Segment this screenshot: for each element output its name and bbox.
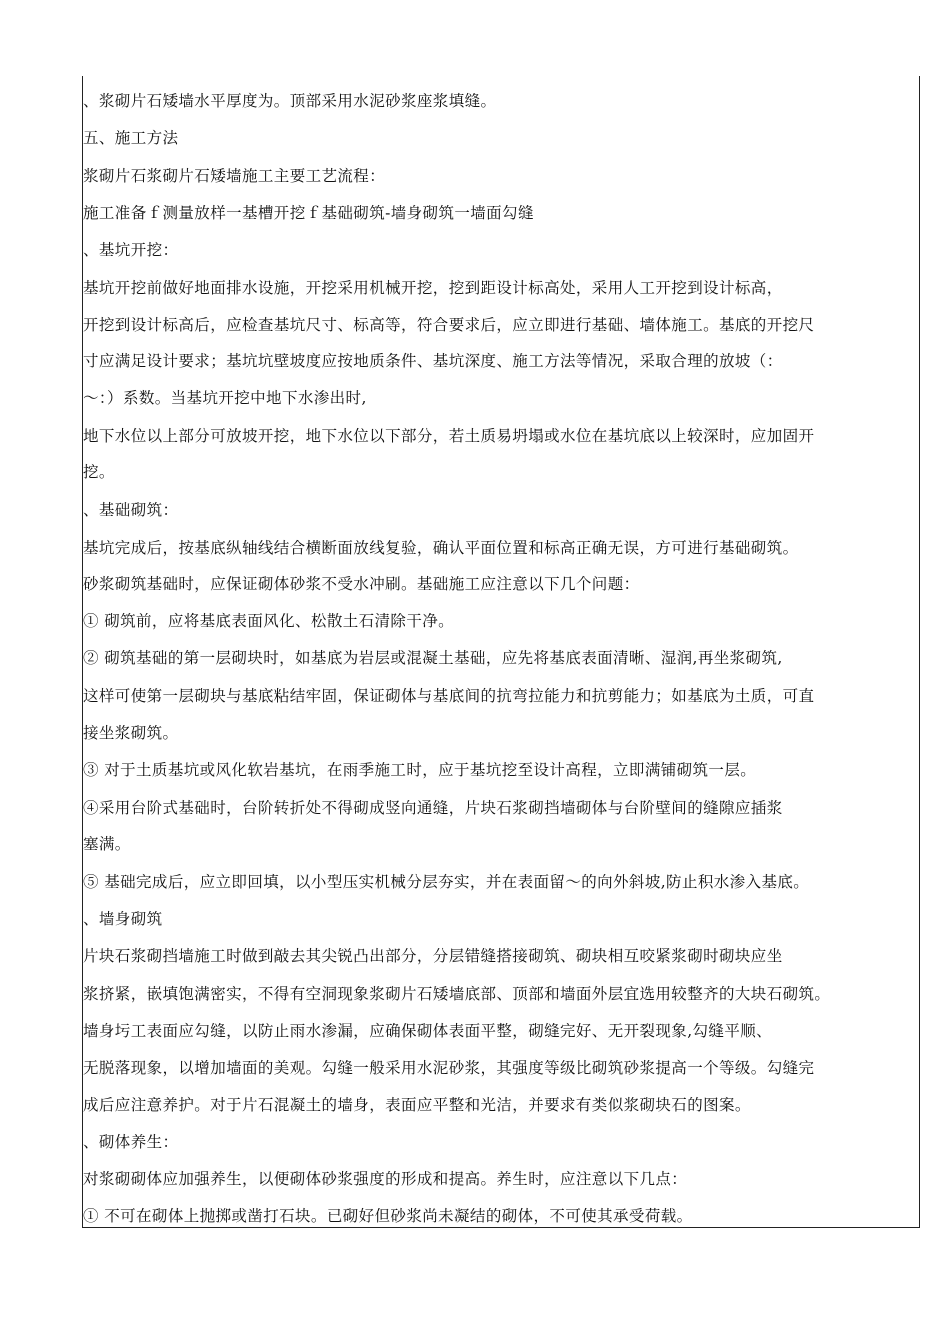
text-line: 对浆砌砌体应加强养生，以便砌体砂浆强度的形成和提高。养生时，应注意以下几点：: [83, 1170, 688, 1188]
subsection-heading: 、基坑开挖：: [83, 241, 179, 259]
text-line: 基坑完成后，按基底纵轴线结合横断面放线复验，确认平面位置和标高正确无误，方可进行基础砌筑。: [83, 539, 799, 557]
text-line: 地下水位以上部分可放坡开挖，地下水位以下部分，若土质易坍塌或水位在基坑底以上较深时，应加固开: [83, 427, 815, 445]
text-line: 基坑开挖前做好地面排水设施，开挖采用机械开挖，挖到距设计标高处，采用人工开挖到设计标高，: [83, 279, 783, 297]
text-line: 挖。: [83, 463, 115, 481]
text-line: 无脱落现象，以增加墙面的美观。勾缝一般采用水泥砂浆，其强度等级比砌筑砂浆提高一个等级。勾缝完: [83, 1059, 815, 1077]
text-line: ～：）系数。当基坑开挖中地下水渗出时,: [83, 389, 367, 407]
list-item: ③ 对于土质基坑或风化软岩基坑，在雨季施工时，应于基坑挖至设计高程，立即满铺砌筑一层。: [83, 761, 757, 779]
text-line: 开挖到设计标高后，应检查基坑尺寸、标高等，符合要求后，应立即进行基础、墙体施工。基底的开挖尺: [83, 316, 815, 334]
list-item: ② 砌筑基础的第一层砌块时，如基底为岩层或混凝土基础，应先将基底表面清晰、湿润,再坐浆砌筑,: [83, 649, 783, 667]
text-line: 浆挤紧，嵌填饱满密实，不得有空洞现象浆砌片石矮墙底部、顶部和墙面外层宜选用较整齐的大块石砌筑。: [83, 985, 831, 1003]
text-line: 砂浆砌筑基础时，应保证砌体砂浆不受水冲刷。基础施工应注意以下几个问题：: [83, 575, 640, 593]
text-line: 成后应注意养护。对于片石混凝土的墙身，表面应平整和光洁，并要求有类似浆砌块石的图案。: [83, 1096, 751, 1114]
text-line: 、浆砌片石矮墙水平厚度为。顶部采用水泥砂浆座浆填缝。: [83, 92, 497, 110]
document-table-frame: [82, 76, 920, 1228]
list-item: ⑤ 基础完成后，应立即回填，以小型压实机械分层夯实，并在表面留～的向外斜坡,防止积水渗入基底。: [83, 873, 810, 891]
text-line: 塞满。: [83, 835, 131, 853]
subsection-heading: 、基础砌筑：: [83, 501, 179, 519]
text-line: 接坐浆砌筑。: [83, 724, 179, 742]
process-flow-line: 施工准备ｆ测量放样一基槽开挖ｆ基础砌筑-墙身砌筑一墙面勾缝: [83, 204, 534, 222]
text-line: 寸应满足设计要求；基坑坑壁坡度应按地质条件、基坑深度、施工方法等情况，采取合理的放坡（：: [83, 352, 783, 370]
text-line: 这样可使第一层砌块与基底粘结牢固，保证砌体与基底间的抗弯拉能力和抗剪能力；如基底为土质，可直: [83, 687, 815, 705]
list-item: ① 砌筑前，应将基底表面风化、松散土石清除干净。: [83, 612, 455, 630]
section-heading: 五、施工方法: [83, 129, 179, 147]
text-line: 墙身圬工表面应勾缝，以防止雨水渗漏，应确保砌体表面平整，砌缝完好、无开裂现象,勾缝平顺、: [83, 1022, 773, 1040]
text-line: 浆砌片石浆砌片石矮墙施工主要工艺流程：: [83, 167, 386, 185]
subsection-heading: 、砌体养生：: [83, 1133, 179, 1151]
list-item: ④采用台阶式基础时，台阶转折处不得砌成竖向通缝，片块石浆砌挡墙砌体与台阶壁间的缝隙应插浆: [83, 799, 783, 817]
list-item: ① 不可在砌体上抛掷或凿打石块。已砌好但砂浆尚未凝结的砌体，不可使其承受荷载。: [83, 1207, 693, 1225]
text-line: 片块石浆砌挡墙施工时做到敲去其尖锐凸出部分，分层错缝搭接砌筑、砌块相互咬紧浆砌时砌块应坐: [83, 947, 783, 965]
subsection-heading: 、墙身砌筑: [83, 910, 163, 928]
